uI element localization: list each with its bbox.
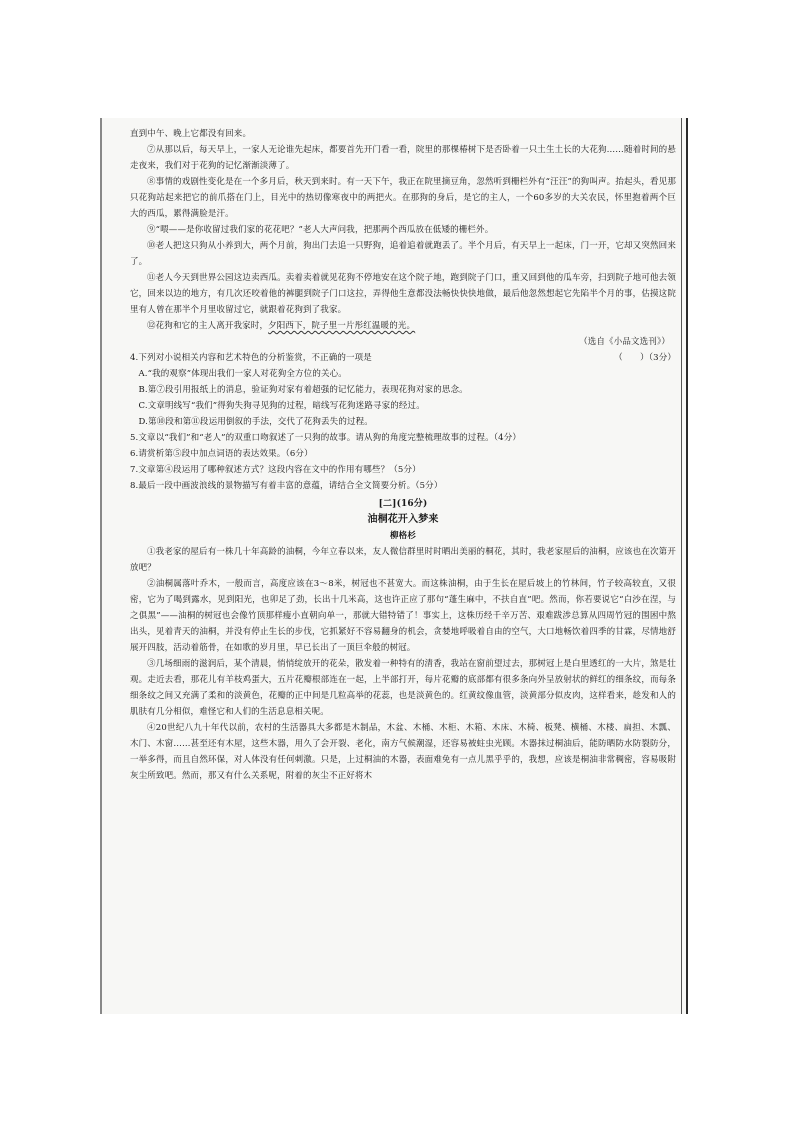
- article-paragraph-4: ④20世纪八九十年代以前，农村的生活器具大多都是木制品，木盆、木桶、木柜、木箱、木床、木椅、板凳、横桶、木楼、扁担、木瓢、木门、木窗……甚至还有木屋，这些木器，用久了会开裂、老化，南方气候潮湿，还容易被蛀虫光顾。木器抹过桐油后，能防晒防水防裂防分，一举多得，而且自然环保，对人体没有任何刺激。只是，上过桐油的木器，表面难免有一点儿黑乎乎的，我想，应该是桐油非常稠密，容易吸附灰尘所致吧。然而，那又有什么关系呢，附着的灰尘不正好将木: [130, 723, 676, 781]
- question-5: 5.文章以“我们”和“老人”的双重口吻叙述了一只狗的故事。请从狗的角度完整梳理故事的过程。（4分）: [130, 433, 522, 443]
- paragraph-10: ⑩老人把这只狗从小养到大，两个月前，狗出门去追一只野狗，追着追着就跑丢了。半个月后，有天早上一起床，门一开，它却又突然回来了。: [130, 241, 676, 267]
- paragraph-11: ⑪老人今天到世界公园这边卖西瓜。卖着卖着就见花狗不停地安在这个院子地，跑到院子门口，重又回到他的瓜车旁，扫到院子地可他去领它，回来以边的地方，有几次还咬着他的裤腿到院子门口这拉，弄得他生意都没法畅快快快地做，最后他忽然想起它先陷半个月的事，估摸这院里有人曾在那半个月里收留过它，就跟着花狗到了我家。: [130, 273, 676, 315]
- wavy-underlined-phrase: 夕阳西下，院子里一片彤红温暖的光。: [268, 321, 416, 331]
- option-d: D.第⑩段和第⑪段运用倒叙的手法，交代了花狗丢失的过程。: [138, 417, 373, 427]
- source-citation: （选自《小品文选刊》）: [579, 337, 670, 347]
- question-6: 6.请赏析第⑤段中加点词语的表达效果。（6分）: [130, 449, 313, 459]
- paragraph-12-text: ⑫花狗和它的主人离开我家时，夕阳西下，院子里一片彤红温暖的光。: [147, 321, 416, 331]
- option-a: A.“我的观察”体现出我们一家人对花狗全方位的关心。: [138, 369, 347, 379]
- article-title: 油桐花开入梦来: [367, 514, 439, 525]
- question-4-stem: [130, 350, 676, 366]
- paragraph-continuation: 直到中午、晚上它都没有回来。: [130, 129, 252, 139]
- paragraph-8: ⑧事情的戏剧性变化是在一个多月后，秋天到来时。有一天下午，我正在院里摘豆角，忽然听到栅栏外有“汪汪”的狗叫声。抬起头，看见那只花狗站起来把它的前爪搭在门上，目光中的热切像寒夜中的两把火。在那狗的身后，是它的主人，一个60多岁的大关农民，怀里抱着两个巨大的西瓜，累得满脸是汗。: [130, 177, 676, 219]
- question-4-text: 4.下列对小说相关内容和艺术特色的分析鉴赏，不正确的一项是: [130, 353, 372, 363]
- article-paragraph-2: ②油桐属落叶乔木，一般而言，高度应该在3～8米，树冠也不甚宽大。而这株油桐，由于生长在屋后坡上的竹林间，竹子较高较直，又很密，它为了喝到露水，见到阳光，也卯足了劲，长出十几米高，这也许正应了那句“蓬生麻中，不扶自直”吧。然而，你若要说它“白沙在涅，与之俱黑”——油桐的树冠也会像竹顶那样瘦小直朝向单一，那就大错特错了！事实上，这株历经千辛万苦、艰难跋涉总算从四周竹冠的围困中熬出头，见着青天的油桐，并没有停止生长的步伐，它抓紧好不容易翻身的机会，贪婪地呼吸着自由的空气，大口地畅饮着四季的甘霖，尽情地舒展开四肢，活动着筋骨，在如歌的岁月里，早已长出了一顶巨伞般的树冠。: [130, 579, 676, 653]
- question-4-mark: （ ）（3分）: [614, 353, 676, 363]
- question-7: 7.文章第④段运用了哪种叙述方式？这段内容在文中的作用有哪些？（5分）: [130, 465, 421, 475]
- article-paragraph-1: ①我老家的屋后有一株几十年高龄的油桐，今年立春以来，友人微信群里时时晒出美丽的桐花，其时，我老家屋后的油桐，应该也在次第开放吧？: [130, 547, 676, 573]
- document-content: [130, 126, 676, 784]
- paragraph-9: ⑨“喂——是你收留过我们家的花花吧？”老人大声问我，把那两个西瓜放在低矮的栅栏外。: [147, 225, 494, 235]
- paragraph-12: [130, 318, 676, 334]
- article-paragraph-3: ③几场细雨的滋润后，某个清晨，悄悄绽放开的花朵，散发着一种特有的清香，我站在窗前望过去，那树冠上是白里透红的一大片，煞是壮观。走近去看，那花儿有羊枝鸡蛋大，五片花瓣根部连在一起，上半部打开，每片花瓣的底部都有很多条向外呈放射状的鲜红的细条纹，而每条细条纹之间又充满了柔和的淡黄色，花瓣的正中间是几粒高举的花蕊，也是淡黄色的。红黄纹像血管，淡黄部分似皮肉，这样看来，趁发和人的肌肤有几分相似，难怪它和人们的生活息息相关呢。: [130, 659, 676, 717]
- section-heading: [二](16分): [378, 499, 428, 509]
- question-8: 8.最后一段中画波浪线的景物描写有着丰富的意蕴，请结合全文简要分析。（5分）: [130, 481, 443, 491]
- option-b: B.第⑦段引用报纸上的消息，验证狗对家有着超强的记忆能力，表现花狗对家的思念。: [138, 385, 468, 395]
- article-author: 柳格杉: [390, 531, 416, 541]
- option-c: C.文章明线写“我们”得狗失狗寻见狗的过程，暗线写花狗迷路寻家的经过。: [138, 401, 425, 411]
- paragraph-7: ⑦从那以后，每天早上，一家人无论谁先起床，都要首先开门看一看，院里的那棵椿树下是否卧着一只土生土长的大花狗……随着时间的悬走夜来，我们对于花狗的记忆渐渐淡薄了。: [130, 145, 676, 171]
